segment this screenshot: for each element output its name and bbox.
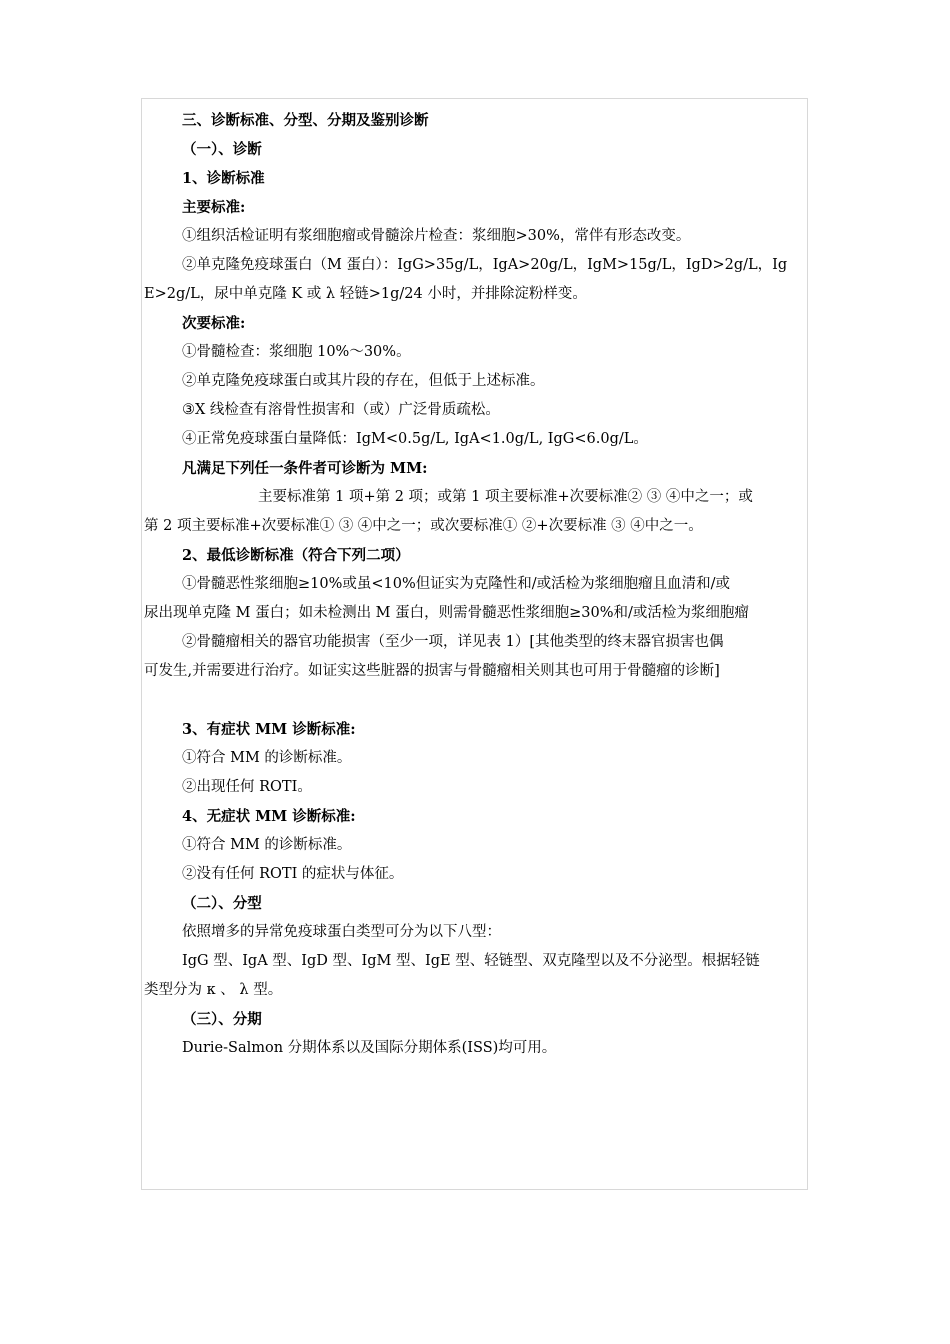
text-line: 可发生,并需要进行治疗。如证实这些脏器的损害与骨髓瘤相关则其也可用于骨髓瘤的诊断] bbox=[144, 663, 720, 679]
text-line: ②出现任何 ROTI。 bbox=[182, 779, 312, 795]
text-line: 4、无症状 MM 诊断标准: bbox=[182, 808, 356, 825]
text-line: （三）、分期 bbox=[182, 1011, 262, 1028]
text-line: ④正常免疫球蛋白量降低：IgM<0.5g/L, IgA<1.0g/L, IgG<6.0g/L。 bbox=[182, 431, 648, 447]
text-line: ①骨髓恶性浆细胞≥10%或虽<10%但证实为克隆性和/或活检为浆细胞瘤且血清和/或 bbox=[182, 576, 731, 592]
text-line: 主要标准: bbox=[182, 199, 246, 216]
text-line: 3、有症状 MM 诊断标准: bbox=[182, 721, 356, 738]
text-line: （一）、诊断 bbox=[182, 141, 262, 158]
blank-line bbox=[144, 686, 809, 715]
text-line: 次要标准: bbox=[182, 315, 246, 332]
text-line: ③X 线检查有溶骨性损害和（或）广泛骨质疏松。 bbox=[182, 402, 500, 418]
text-line: 2、最低诊断标准（符合下列二项） bbox=[182, 547, 410, 564]
text-line: E>2g/L，尿中单克隆 K 或 λ 轻链>1g/24 小时，并排除淀粉样变。 bbox=[144, 286, 587, 302]
text-line: 凡满足下列任一条件者可诊断为 MM: bbox=[182, 460, 428, 477]
text-line: 主要标准第 1 项+第 2 项；或第 1 项主要标准+次要标准② ③ ④中之一；或 bbox=[258, 489, 753, 505]
text-line: 第 2 项主要标准+次要标准① ③ ④中之一；或次要标准① ②+次要标准 ③ ④中之一。 bbox=[144, 518, 703, 534]
document-body bbox=[144, 106, 809, 1063]
text-line: ①骨髓检查：浆细胞 10%～30%。 bbox=[182, 344, 411, 360]
text-line: IgG 型、IgA 型、IgD 型、IgM 型、IgE 型、轻链型、双克隆型以及不分泌型。根据轻链 bbox=[182, 953, 760, 969]
text-line: ②单克隆免疫球蛋白或其片段的存在，但低于上述标准。 bbox=[182, 373, 545, 389]
text-line: ②没有任何 ROTI 的症状与体征。 bbox=[182, 866, 404, 882]
text-line: ②骨髓瘤相关的器官功能损害（至少一项，详见表 1）[其他类型的终末器官损害也偶 bbox=[182, 634, 724, 650]
text-line: 三、诊断标准、分型、分期及鉴别诊断 bbox=[182, 112, 429, 129]
text-line: Durie-Salmon 分期体系以及国际分期体系(ISS)均可用。 bbox=[182, 1040, 557, 1056]
text-line: 尿出现单克隆 M 蛋白；如未检测出 M 蛋白，则需骨髓恶性浆细胞≥30%和/或活检为浆细胞瘤 bbox=[144, 605, 749, 621]
text-line: ②单克隆免疫球蛋白（M 蛋白）：IgG>35g/L，IgA>20g/L，IgM>15g/L，IgD>2g/L，Ig bbox=[182, 257, 788, 273]
text-line: ①符合 MM 的诊断标准。 bbox=[182, 837, 352, 853]
text-line: 依照增多的异常免疫球蛋白类型可分为以下八型： bbox=[182, 924, 501, 940]
text-line: 1、诊断标准 bbox=[182, 170, 265, 187]
text-line: 类型分为 κ 、 λ 型。 bbox=[144, 982, 283, 998]
text-line: ①符合 MM 的诊断标准。 bbox=[182, 750, 352, 766]
text-line: （二）、分型 bbox=[182, 895, 262, 912]
text-line: ①组织活检证明有浆细胞瘤或骨髓涂片检查：浆细胞>30%，常伴有形态改变。 bbox=[182, 228, 691, 244]
